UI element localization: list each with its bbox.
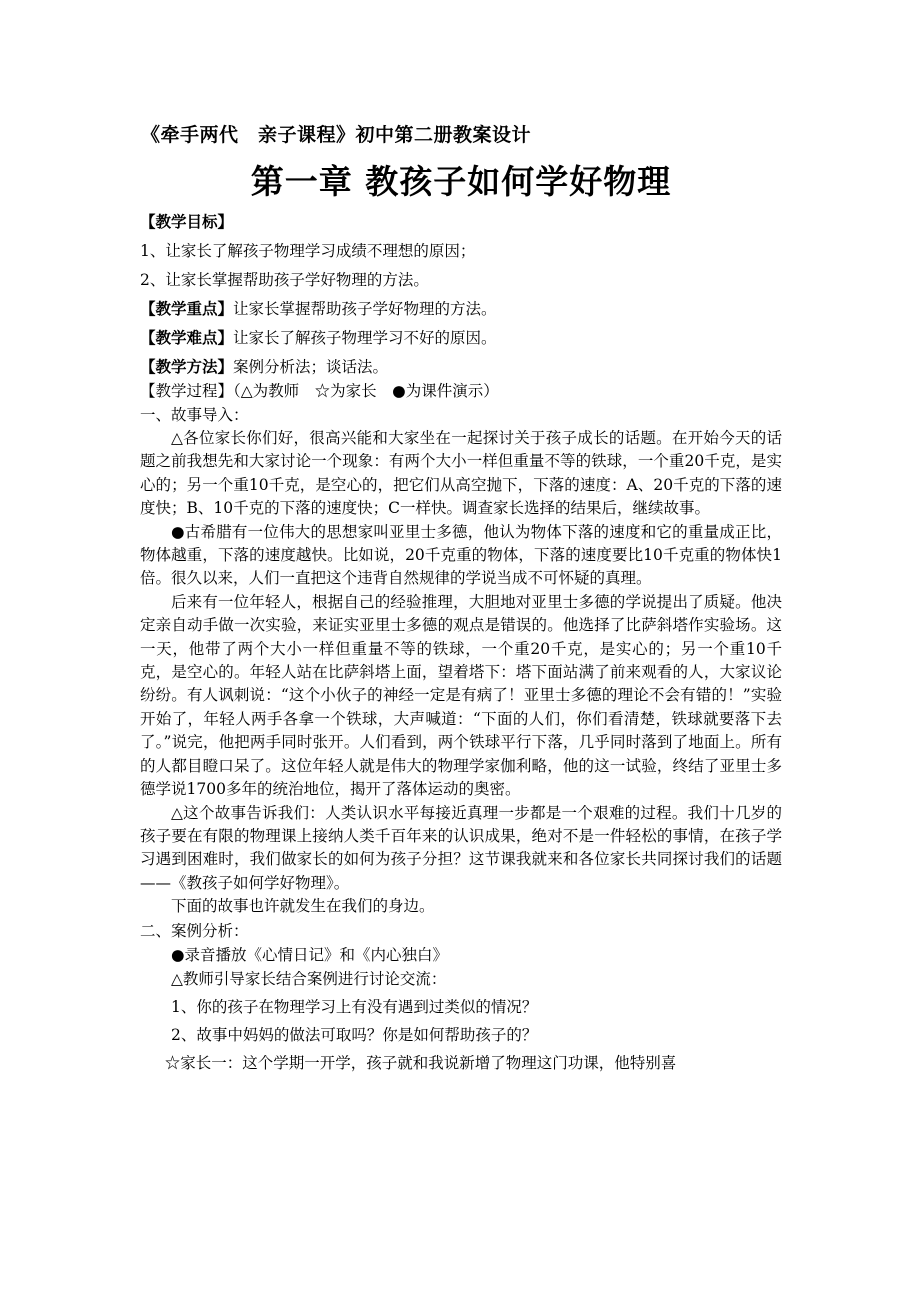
- parent-one-line: ☆家长一：这个学期一开学，孩子就和我说新增了物理这门功课，他特别喜: [164, 1053, 677, 1072]
- objectives-label: 【教学目标】: [140, 213, 234, 231]
- difficulty-label: 【教学难点】: [140, 329, 234, 347]
- key-point-label: 【教学重点】: [140, 300, 234, 318]
- method-line: [140, 355, 782, 379]
- series-title: 《牵手两代 亲子课程》初中第二册教案设计: [141, 124, 532, 146]
- recording-line: ●录音播放《心情日记》和《内心独白》: [171, 945, 449, 964]
- key-point-line: [140, 297, 782, 321]
- chapter-title: 第一章 教孩子如何学好物理: [250, 162, 672, 201]
- difficulty-line: [140, 326, 782, 350]
- section1-heading: 一、故事导入：: [140, 406, 249, 424]
- objective-item-1: 1、让家长了解孩子物理学习成绩不理想的原因；: [140, 242, 476, 260]
- question-2: 2、故事中妈妈的做法可取吗？你是如何帮助孩子的？: [171, 1025, 538, 1044]
- method-label: 【教学方法】: [140, 358, 234, 376]
- process-label: 【教学过程】: [140, 382, 234, 400]
- key-point-text: 让家长掌握帮助孩子学好物理的方法。: [233, 300, 497, 318]
- story-paragraph-1: △各位家长你们好，很高兴能和大家坐在一起探讨关于孩子成长的话题。在开始今天的话题之前我想先和大家讨论一个现象：有两个大小一样但重量不等的铁球，一个重20千克，是实心的；另一个重10千克，是空心的，把它们从高空抛下，下落的速度：A、20千克的下落的速度快；B、10千克的下落的速度快；C一样快。调查家长选择的结果后，继续故事。: [140, 429, 782, 518]
- objectives-label-line: [140, 210, 782, 234]
- story-paragraph-4: △这个故事告诉我们：人类认识水平每接近真理一步都是一个艰难的过程。我们十几岁的孩子要在有限的物理课上接纳人类千百年来的认识成果，绝对不是一件轻松的事情，在孩子学习遇到困难时，我们做家长的如何为孩子分担？这节课我就来和各位家长共同探讨我们的话题——《教孩子如何学好物理》。: [140, 803, 782, 892]
- process-legend: （△为教师 ☆为家长 ●为课件演示）: [233, 382, 499, 400]
- objective-item-2: 2、让家长掌握帮助孩子学好物理的方法。: [140, 271, 429, 289]
- story-paragraph-5: 下面的故事也许就发生在我们的身边。: [171, 897, 435, 916]
- difficulty-text: 让家长了解孩子物理学习不好的原因。: [233, 329, 497, 347]
- lesson-plan-page: [140, 118, 782, 1075]
- question-1: 1、你的孩子在物理学习上有没有遇到过类似的情况？: [171, 997, 538, 1016]
- story-paragraph-2: ●古希腊有一位伟大的思想家叫亚里士多德，他认为物体下落的速度和它的重量成正比，物体越重，下落的速度越快。比如说，20千克重的物体，下落的速度要比10千克重的物体快1倍。很久以来，人们一直把这个违背自然规律的学说当成不可怀疑的真理。: [140, 522, 782, 588]
- story-paragraph-3: 后来有一位年轻人，根据自己的经验推理，大胆地对亚里士多德的学说提出了质疑。他决定亲自动手做一次实验，来证实亚里士多德的观点是错误的。他选择了比萨斜塔作实验场。这一天，他带了两个大小一样但重量不等的铁球，一个重20千克，是实心的；另一个重10千克，是空心的。年轻人站在比萨斜塔上面，望着塔下：塔下面站满了前来观看的人，大家议论纷纷。有人讽刺说：“这个小伙子的神经一定是有病了！亚里士多德的理论不会有错的！”实验开始了，年轻人两手各拿一个铁球，大声喊道：“下面的人们，你们看清楚，铁球就要落下去了。”说完，他把两手同时张开。人们看到，两个铁球平行下落，几乎同时落到了地面上。所有的人都目瞪口呆了。这位年轻人就是伟大的物理学家伽利略，他的这一试验，终结了亚里士多德学说1700多年的统治地位，揭开了落体运动的奥密。: [140, 592, 782, 799]
- process-line: [140, 379, 782, 403]
- method-text: 案例分析法；谈话法。: [233, 358, 389, 376]
- section2-heading: 二、案例分析：: [140, 921, 249, 940]
- teacher-guide-line: △教师引导家长结合案例进行讨论交流：: [171, 969, 447, 988]
